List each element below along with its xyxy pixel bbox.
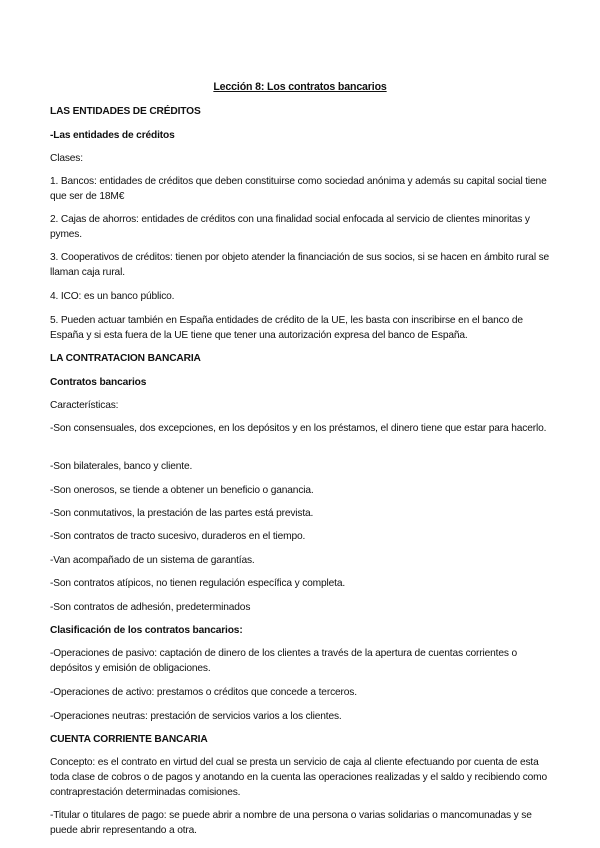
list-item-consensuales: -Son consensuales, dos excepciones, en los depósitos y en los préstamos, el dinero tiene que estar para hacerlo. <box>50 423 547 434</box>
list-item-neutras: -Operaciones neutras: prestación de servicios varios a los clientes. <box>50 711 342 722</box>
list-item-activo: -Operaciones de activo: prestamos o créditos que concede a terceros. <box>50 687 357 698</box>
list-item-onerosos: -Son onerosos, se tiende a obtener un beneficio o ganancia. <box>50 485 314 496</box>
label-clases: Clases: <box>50 153 83 164</box>
paragraph-concepto: Concepto: es el contrato en virtud del cual se presta un servicio de caja al cliente efectuando por cuenta de esta toda clase de cobros o de pagos y anotando en la cuenta las operaciones realizadas y el saldo y recibiendo como contraprestación determinadas comisiones. <box>50 757 548 798</box>
list-item-cajas: 2. Cajas de ahorros: entidades de créditos con una finalidad social enfocada al servicio de clientes minoritas y pymes. <box>50 214 530 240</box>
list-item-conmutativos: -Son conmutativos, la prestación de las partes está prevista. <box>50 508 314 519</box>
list-item-ue: 5. Pueden actuar también en España entidades de crédito de la UE, les basta con inscribirse en el banco de España y si esta fuera de la UE tiene que tener una autorización expresa del banco de España. <box>50 315 523 341</box>
list-item-cooperativos: 3. Cooperativos de créditos: tienen por objeto atender la financiación de sus socios, si se hacen en ámbito rural se llaman caja rural. <box>50 252 550 278</box>
subheading-contratos: Contratos bancarios <box>50 377 147 388</box>
list-item-ico: 4. ICO: es un banco público. <box>50 291 175 302</box>
list-item-garantias: -Van acompañado de un sistema de garantías. <box>50 555 255 566</box>
heading-entidades: LAS ENTIDADES DE CRÉDITOS <box>50 106 201 117</box>
list-item-pasivo: -Operaciones de pasivo: captación de dinero de los clientes a través de la apertura de cuentas corrientes o depósitos y emisión de obligaciones. <box>50 648 518 674</box>
heading-contratacion: LA CONTRATACION BANCARIA <box>50 353 201 364</box>
list-item-bancos: 1. Bancos: entidades de créditos que deben constituirse como sociedad anónima y además su capital social tiene que ser de 18M€ <box>50 176 547 202</box>
heading-cuenta-corriente: CUENTA CORRIENTE BANCARIA <box>50 734 208 745</box>
page-title: Lección 8: Los contratos bancarios <box>213 81 387 93</box>
paragraph-titular: -Titular o titulares de pago: se puede abrir a nombre de una persona o varias solidarias o mancomunadas y se puede abrir representando a otra. <box>50 810 532 836</box>
subheading-clasificacion: Clasificación de los contratos bancarios: <box>50 625 243 636</box>
subheading-entidades: -Las entidades de créditos <box>50 130 175 141</box>
label-caracteristicas: Características: <box>50 400 119 411</box>
list-item-adhesion: -Son contratos de adhesión, predeterminados <box>50 602 251 613</box>
list-item-tracto: -Son contratos de tracto sucesivo, duraderos en el tiempo. <box>50 531 306 542</box>
list-item-atipicos: -Son contratos atípicos, no tienen regulación específica y completa. <box>50 578 346 589</box>
list-item-bilaterales: -Son bilaterales, banco y cliente. <box>50 461 193 472</box>
